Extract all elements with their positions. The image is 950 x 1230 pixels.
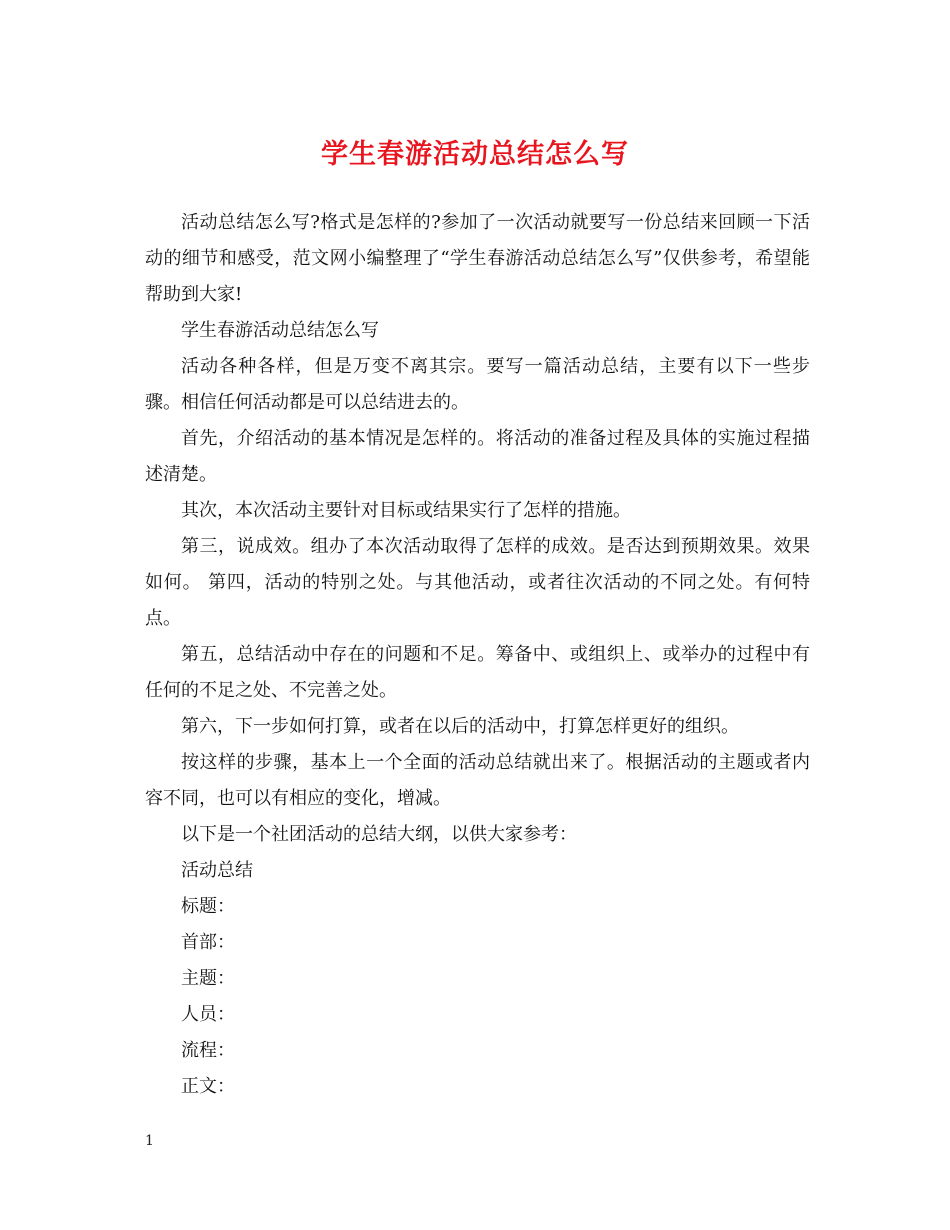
paragraph-step-third-fourth: 第三，说成效。组办了本次活动取得了怎样的成效。是否达到预期效果。效果如何。 第四，活动的特别之处。与其他活动，或者往次活动的不同之处。有何特点。 xyxy=(145,536,810,629)
outline-item-title: 标题： xyxy=(181,896,235,917)
outline-item-header: 首部： xyxy=(181,932,235,953)
outline-item-people: 人员： xyxy=(181,1004,235,1025)
page-number: 1 xyxy=(145,1133,154,1149)
outline-item-body: 正文： xyxy=(181,1076,235,1097)
paragraph-intro: 活动总结怎么写?格式是怎样的?参加了一次活动就要写一份总结来回顾一下活动的细节和感受，范文网小编整理了“学生春游活动总结怎么写”仅供参考，希望能帮助到大家! xyxy=(145,212,810,305)
paragraph-step-second: 其次，本次活动主要针对目标或结果实行了怎样的措施。 xyxy=(181,500,631,521)
paragraph-outline-intro: 以下是一个社团活动的总结大纲，以供大家参考： xyxy=(181,824,577,845)
paragraph-conclusion: 按这样的步骤，基本上一个全面的活动总结就出来了。根据活动的主题或者内容不同，也可以有相应的变化，增减。 xyxy=(145,752,810,809)
outline-item-theme: 主题： xyxy=(181,968,235,989)
paragraph-steps-intro: 活动各种各样，但是万变不离其宗。要写一篇活动总结，主要有以下一些步骤。相信任何活动都是可以总结进去的。 xyxy=(145,356,810,413)
document-title: 学生春游活动总结怎么写 xyxy=(321,139,629,170)
paragraph-step-sixth: 第六，下一步如何打算，或者在以后的活动中，打算怎样更好的组织。 xyxy=(181,716,739,737)
paragraph-step-fifth: 第五，总结活动中存在的问题和不足。筹备中、或组织上、或举办的过程中有任何的不足之处、不完善之处。 xyxy=(145,644,810,701)
outline-item-process: 流程： xyxy=(181,1040,235,1061)
outline-heading: 活动总结 xyxy=(181,860,253,881)
document-body xyxy=(145,205,810,1105)
paragraph-subtitle: 学生春游活动总结怎么写 xyxy=(181,320,379,341)
paragraph-step-first: 首先，介绍活动的基本情况是怎样的。将活动的准备过程及具体的实施过程描述清楚。 xyxy=(145,428,810,485)
